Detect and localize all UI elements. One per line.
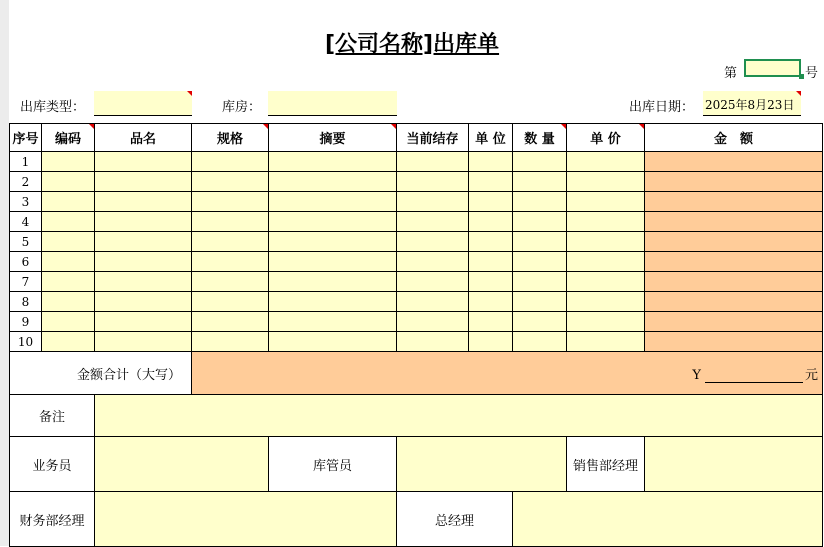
code-cell[interactable] <box>42 192 95 212</box>
table-row <box>10 152 823 172</box>
amount-cell[interactable] <box>645 332 823 352</box>
unit-price-cell[interactable] <box>567 192 645 212</box>
code-cell[interactable] <box>42 272 95 292</box>
unit-cell[interactable] <box>469 332 513 352</box>
general-manager-input[interactable] <box>513 492 823 547</box>
current-stock-cell[interactable] <box>397 152 469 172</box>
unit-price-cell[interactable] <box>567 232 645 252</box>
table-row <box>10 252 823 272</box>
date-value: 2025年8月23日 <box>705 98 795 112</box>
signature-row-1 <box>10 437 823 492</box>
current-stock-cell[interactable] <box>397 292 469 312</box>
general-manager-label: 总经理 <box>397 492 513 547</box>
summary-cell[interactable] <box>269 312 397 332</box>
table-row <box>10 232 823 252</box>
sales-manager-input[interactable] <box>645 437 823 492</box>
warehouse-input[interactable] <box>268 91 397 116</box>
product-name-cell[interactable] <box>95 152 192 172</box>
code-cell[interactable] <box>42 252 95 272</box>
quantity-cell[interactable] <box>513 232 567 252</box>
spec-cell[interactable] <box>192 152 269 172</box>
spec-cell[interactable] <box>192 312 269 332</box>
yuan-label: 元 <box>804 367 818 383</box>
table-row <box>10 312 823 332</box>
comment-marker <box>89 124 94 129</box>
total-label: 金额合计（大写） <box>10 352 192 395</box>
comment-marker <box>561 124 566 129</box>
summary-cell[interactable] <box>269 272 397 292</box>
unit-price-cell[interactable] <box>567 332 645 352</box>
header-code: 编码 <box>42 124 95 152</box>
finance-manager-label: 财务部经理 <box>10 492 95 547</box>
product-name-cell[interactable] <box>95 192 192 212</box>
table-header-row <box>10 124 823 152</box>
unit-cell[interactable] <box>469 272 513 292</box>
product-name-cell[interactable] <box>95 252 192 272</box>
code-cell[interactable] <box>42 292 95 312</box>
header-spec: 规格 <box>192 124 269 152</box>
signature-row-2 <box>10 492 823 547</box>
row-number: 6 <box>10 252 42 272</box>
out-type-label: 出库类型： <box>20 100 86 115</box>
spec-cell[interactable] <box>192 292 269 312</box>
product-name-cell[interactable] <box>95 312 192 332</box>
number-prefix-label: 第 <box>724 66 738 81</box>
table-row <box>10 292 823 312</box>
page-title: [公司名称]出库单 <box>324 32 500 57</box>
quantity-cell[interactable] <box>513 212 567 232</box>
unit-cell[interactable] <box>469 172 513 192</box>
unit-cell[interactable] <box>469 232 513 252</box>
current-stock-cell[interactable] <box>397 192 469 212</box>
summary-cell[interactable] <box>269 292 397 312</box>
keeper-label: 库管员 <box>269 437 397 492</box>
header-index: 序号 <box>10 124 42 152</box>
unit-price-cell[interactable] <box>567 252 645 272</box>
warehouse-label: 库房： <box>222 100 262 115</box>
product-name-cell[interactable] <box>95 172 192 192</box>
unit-cell[interactable] <box>469 312 513 332</box>
quantity-cell[interactable] <box>513 192 567 212</box>
unit-cell[interactable] <box>469 212 513 232</box>
total-amount-line <box>705 367 803 383</box>
table-row <box>10 172 823 192</box>
row-number: 2 <box>10 172 42 192</box>
fill-handle[interactable] <box>799 74 804 79</box>
current-stock-cell[interactable] <box>397 272 469 292</box>
code-cell[interactable] <box>42 212 95 232</box>
remarks-label: 备注 <box>10 395 95 437</box>
sheet-row-gutter <box>0 0 9 546</box>
sales-manager-label: 销售部经理 <box>567 437 645 492</box>
product-name-cell[interactable] <box>95 232 192 252</box>
unit-cell[interactable] <box>469 292 513 312</box>
amount-cell[interactable] <box>645 192 823 212</box>
salesperson-label: 业务员 <box>10 437 95 492</box>
table-row <box>10 192 823 212</box>
amount-cell[interactable] <box>645 272 823 292</box>
comment-marker <box>391 124 396 129</box>
unit-price-cell[interactable] <box>567 152 645 172</box>
current-stock-cell[interactable] <box>397 232 469 252</box>
comment-marker <box>187 91 192 96</box>
summary-cell[interactable] <box>269 212 397 232</box>
current-stock-cell[interactable] <box>397 252 469 272</box>
row-number: 8 <box>10 292 42 312</box>
header-quantity: 数 量 <box>513 124 567 152</box>
quantity-cell[interactable] <box>513 272 567 292</box>
header-unit-price: 单 价 <box>567 124 645 152</box>
unit-cell[interactable] <box>469 152 513 172</box>
spec-cell[interactable] <box>192 192 269 212</box>
summary-cell[interactable] <box>269 192 397 212</box>
header-unit: 单 位 <box>469 124 513 152</box>
row-number: 3 <box>10 192 42 212</box>
current-stock-cell[interactable] <box>397 332 469 352</box>
product-name-cell[interactable] <box>95 332 192 352</box>
quantity-cell[interactable] <box>513 252 567 272</box>
unit-price-cell[interactable] <box>567 272 645 292</box>
amount-cell[interactable] <box>645 252 823 272</box>
amount-cell[interactable] <box>645 292 823 312</box>
current-stock-cell[interactable] <box>397 212 469 232</box>
code-cell[interactable] <box>42 152 95 172</box>
row-number: 4 <box>10 212 42 232</box>
amount-cell[interactable] <box>645 212 823 232</box>
spec-cell[interactable] <box>192 252 269 272</box>
outbound-table <box>9 123 823 547</box>
header-current-stock: 当前结存 <box>397 124 469 152</box>
unit-cell[interactable] <box>469 192 513 212</box>
salesperson-input[interactable] <box>95 437 269 492</box>
spec-cell[interactable] <box>192 172 269 192</box>
code-cell[interactable] <box>42 172 95 192</box>
spec-cell[interactable] <box>192 232 269 252</box>
unit-price-cell[interactable] <box>567 172 645 192</box>
finance-manager-input[interactable] <box>95 492 397 547</box>
yen-symbol: Y <box>692 367 701 383</box>
row-number: 10 <box>10 332 42 352</box>
product-name-cell[interactable] <box>95 292 192 312</box>
spec-cell[interactable] <box>192 332 269 352</box>
quantity-cell[interactable] <box>513 312 567 332</box>
amount-cell[interactable] <box>645 312 823 332</box>
amount-cell[interactable] <box>645 172 823 192</box>
document-number-input[interactable] <box>744 59 801 77</box>
summary-cell[interactable] <box>269 252 397 272</box>
amount-cell[interactable] <box>645 152 823 172</box>
summary-cell[interactable] <box>269 232 397 252</box>
spec-cell[interactable] <box>192 272 269 292</box>
quantity-cell[interactable] <box>513 172 567 192</box>
quantity-cell[interactable] <box>513 152 567 172</box>
total-row <box>10 352 823 395</box>
unit-price-cell[interactable] <box>567 292 645 312</box>
comment-marker <box>639 124 644 129</box>
unit-price-cell[interactable] <box>567 212 645 232</box>
header-product-name: 品名 <box>95 124 192 152</box>
row-number: 5 <box>10 232 42 252</box>
date-label: 出库日期： <box>629 100 695 115</box>
date-input[interactable] <box>703 91 801 116</box>
header-amount: 金 额 <box>645 124 823 152</box>
remarks-input[interactable] <box>95 395 823 437</box>
out-type-input[interactable] <box>94 91 192 116</box>
comment-marker <box>796 91 801 96</box>
header-summary: 摘要 <box>269 124 397 152</box>
keeper-input[interactable] <box>397 437 567 492</box>
amount-cell[interactable] <box>645 232 823 252</box>
number-suffix-label: 号 <box>805 66 819 81</box>
table-row <box>10 332 823 352</box>
code-cell[interactable] <box>42 312 95 332</box>
row-number: 7 <box>10 272 42 292</box>
quantity-cell[interactable] <box>513 332 567 352</box>
row-number: 9 <box>10 312 42 332</box>
spec-cell[interactable] <box>192 212 269 232</box>
quantity-cell[interactable] <box>513 292 567 312</box>
remarks-row <box>10 395 823 437</box>
code-cell[interactable] <box>42 332 95 352</box>
summary-cell[interactable] <box>269 172 397 192</box>
total-amount-cell[interactable] <box>192 352 823 395</box>
table-row <box>10 272 823 292</box>
summary-cell[interactable] <box>269 152 397 172</box>
row-number: 1 <box>10 152 42 172</box>
comment-marker <box>263 124 268 129</box>
product-name-cell[interactable] <box>95 212 192 232</box>
unit-cell[interactable] <box>469 252 513 272</box>
product-name-cell[interactable] <box>95 272 192 292</box>
code-cell[interactable] <box>42 232 95 252</box>
table-row <box>10 212 823 232</box>
current-stock-cell[interactable] <box>397 312 469 332</box>
unit-price-cell[interactable] <box>567 312 645 332</box>
current-stock-cell[interactable] <box>397 172 469 192</box>
summary-cell[interactable] <box>269 332 397 352</box>
